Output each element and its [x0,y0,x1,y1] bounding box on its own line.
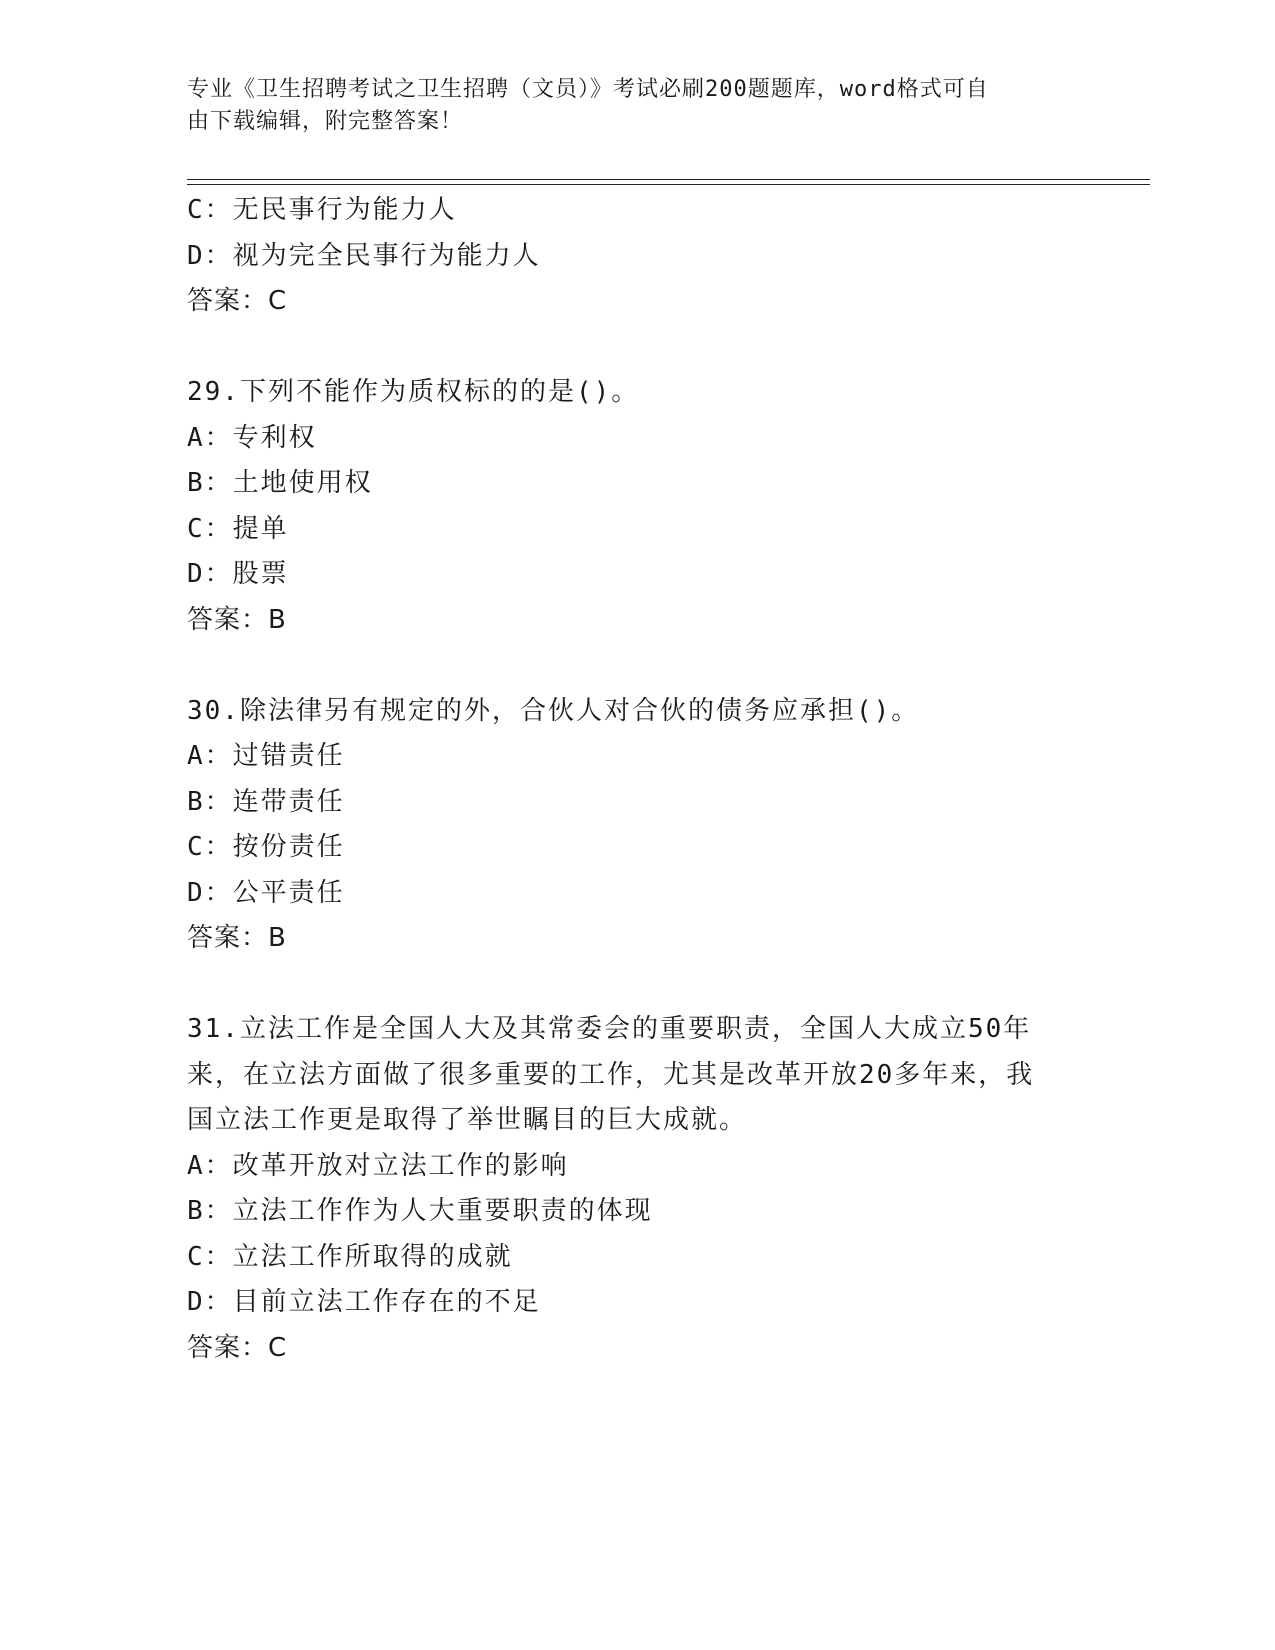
answer-line: 答案：B [187,604,287,635]
option-d: D：目前立法工作存在的不足 [187,1287,541,1317]
question-29 [187,370,1087,643]
option-c: C：立法工作所取得的成就 [187,1241,513,1272]
header-divider-bottom [187,184,1150,185]
question-stem-line-2: 来，在立法方面做了很多重要的工作，尤其是改革开放20多年来，我 [187,1059,1035,1090]
question-30 [187,689,1087,962]
spacer [187,962,1087,1008]
option-d: D：视为完全民事行为能力人 [187,240,541,271]
question-stem: 29.下列不能作为质权标的的是()。 [187,377,640,407]
question-stem: 30.除法律另有规定的外，合伙人对合伙的债务应承担()。 [187,695,920,726]
header-divider-top [187,179,1150,180]
spacer [187,643,1087,689]
option-c: C：按份责任 [187,832,345,862]
question-stem-line-1: 31.立法工作是全国人大及其常委会的重要职责，全国人大成立50年 [187,1014,1032,1044]
header-line-1: 专业《卫生招聘考试之卫生招聘（文员）》考试必刷200题题库，word格式可自 [187,77,989,102]
document-header [187,74,1087,138]
spacer [187,325,1087,371]
option-b: B：立法工作作为人大重要职责的体现 [187,1196,653,1226]
question-stem-line-3: 国立法工作更是取得了举世瞩目的巨大成就。 [187,1105,748,1135]
question-31 [187,1007,1087,1371]
header-line-2: 由下载编辑，附完整答案！ [187,109,464,134]
answer-line: 答案：C [187,286,288,316]
answer-line: 答案：B [187,923,287,953]
option-a: A：改革开放对立法工作的影响 [187,1150,569,1181]
continued-question [187,188,1087,325]
option-d: D：股票 [187,559,289,589]
option-c: C：提单 [187,513,289,544]
answer-line: 答案：C [187,1332,288,1363]
option-c: C：无民事行为能力人 [187,195,457,225]
option-a: A：专利权 [187,422,317,453]
option-d: D：公平责任 [187,877,345,908]
option-b: B：连带责任 [187,786,345,817]
option-a: A：过错责任 [187,741,345,771]
question-list [187,188,1087,1371]
option-b: B：土地使用权 [187,468,373,498]
